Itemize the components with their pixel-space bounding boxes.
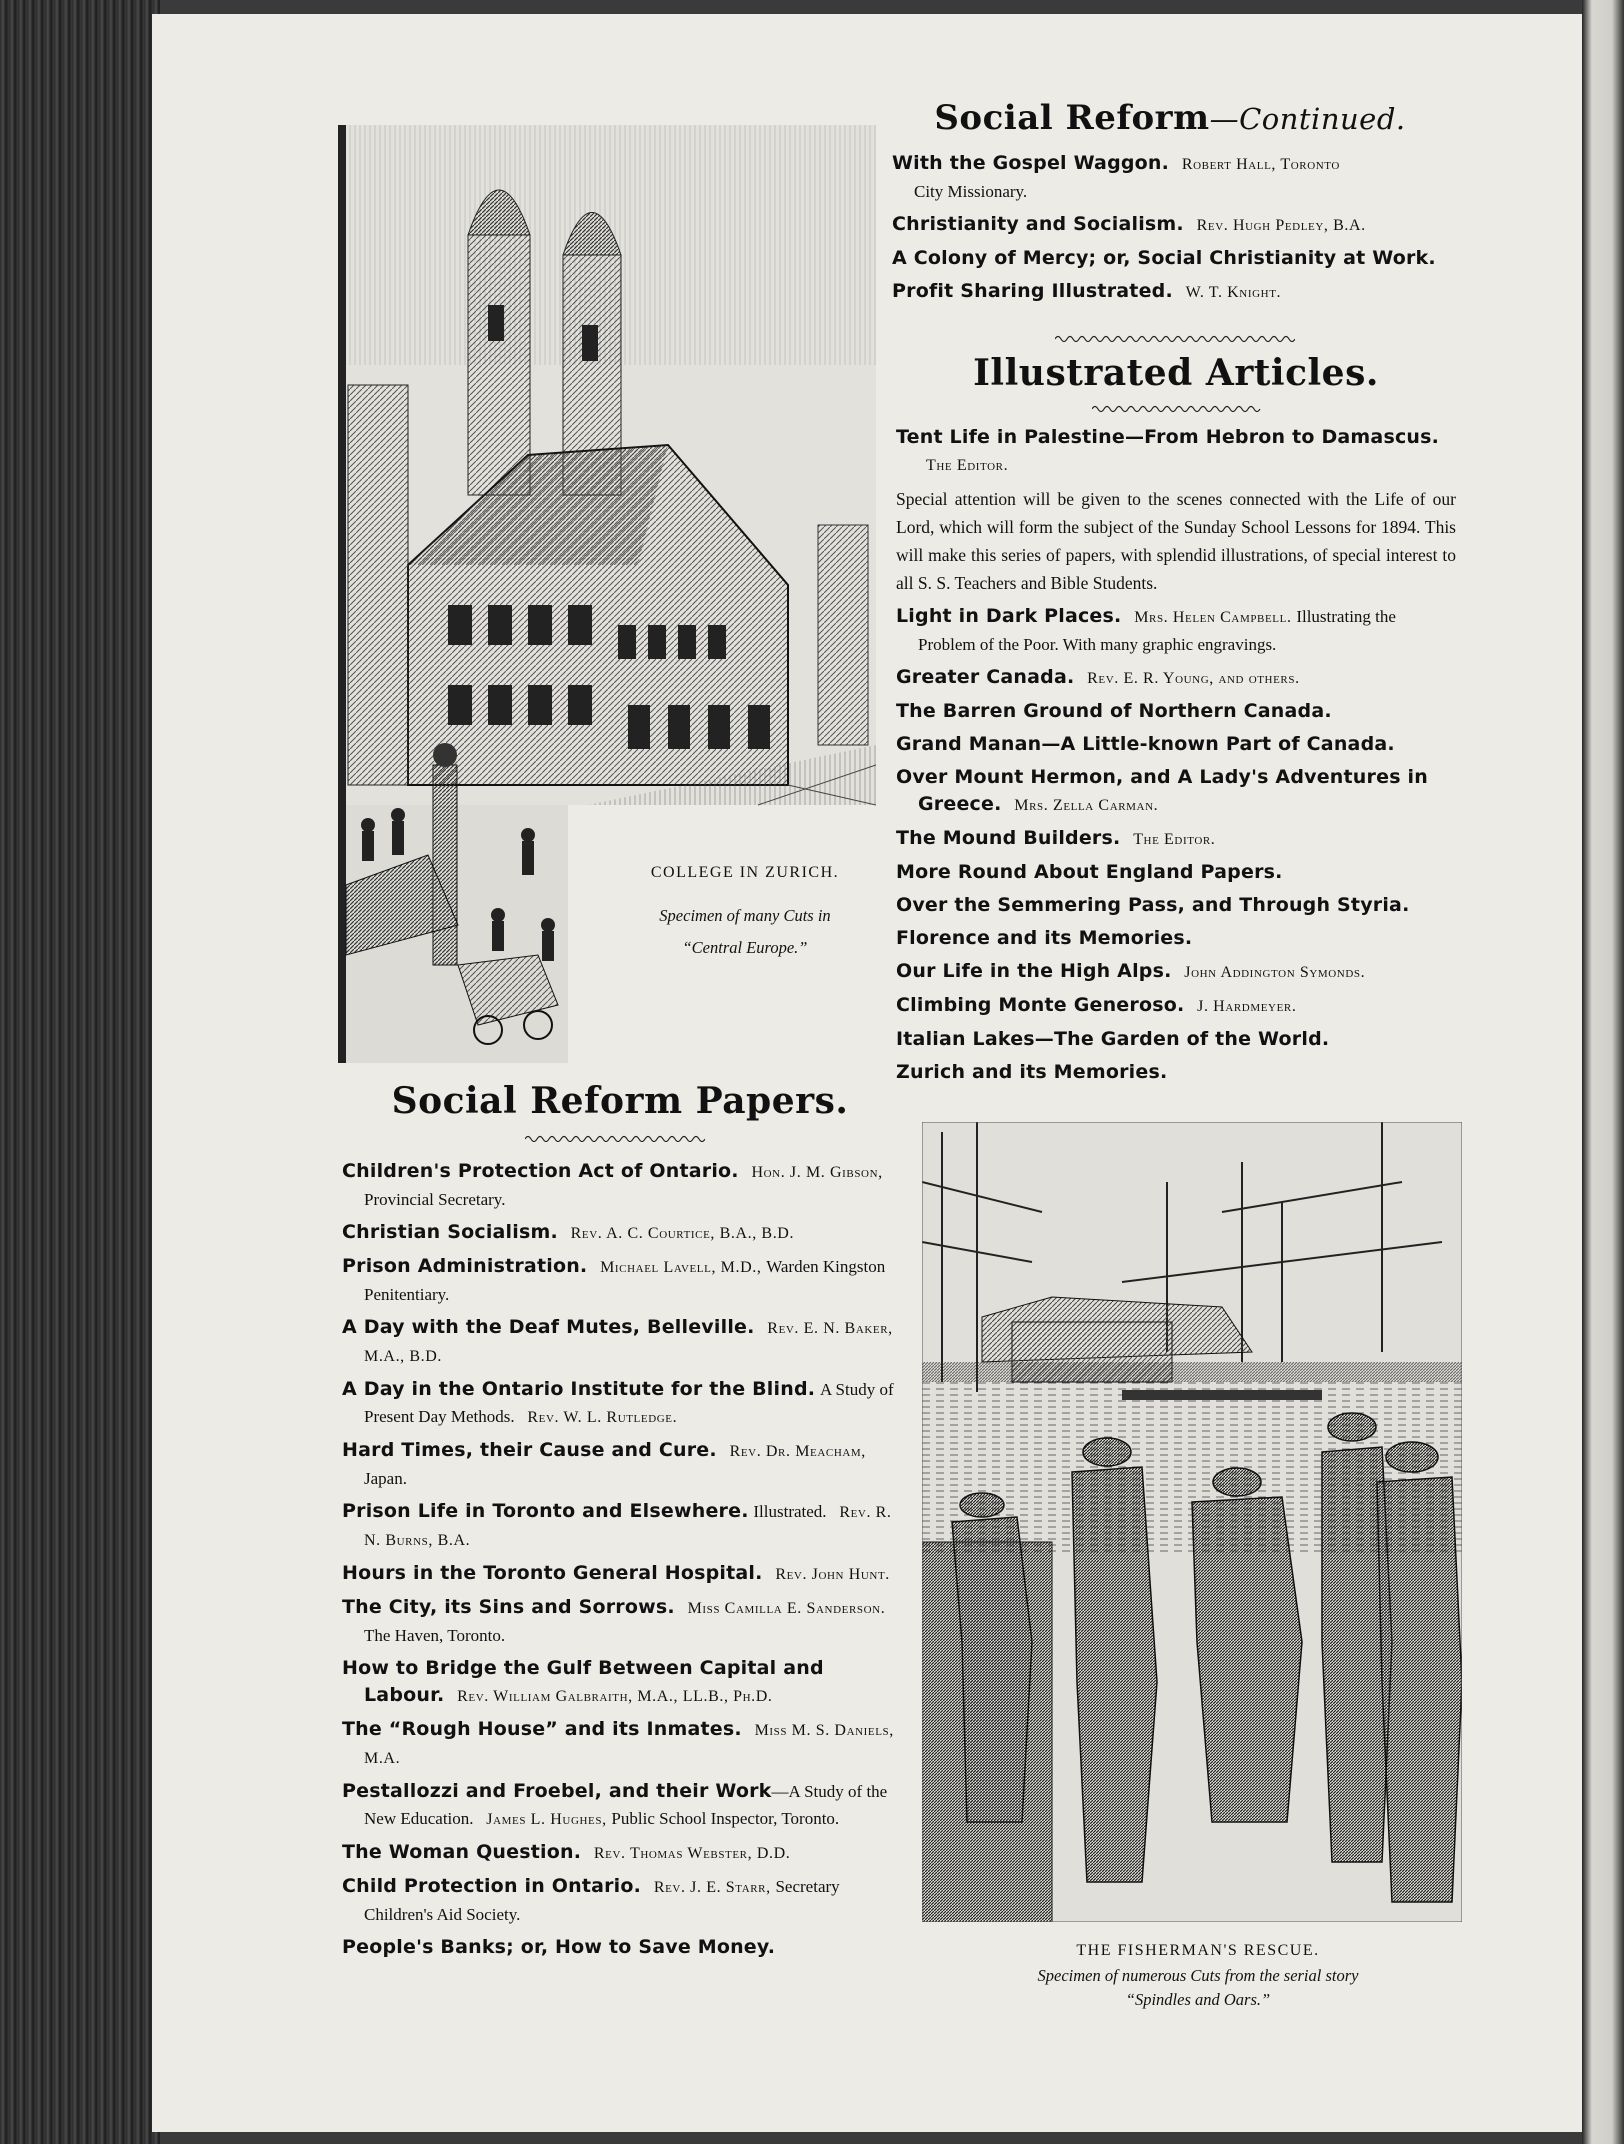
list-item: A Colony of Mercy; or, Social Christianity at Work.: [892, 247, 1436, 269]
list-item: Pestallozzi and Froebel, and their Work—A Study of the New Education. James L. Hughes, Public School Inspector, Toronto.: [342, 1780, 888, 1828]
list-item: Prison Life in Toronto and Elsewhere. Illustrated. Rev. R. N. Burns, B.A.: [342, 1500, 892, 1549]
list-item: Over Mount Hermon, and A Lady's Adventures in Greece. Mrs. Zella Carman.: [896, 766, 1428, 815]
list-item: Italian Lakes—The Garden of the World.: [896, 1028, 1330, 1050]
list-item: A Day with the Deaf Mutes, Belleville. Rev. E. N. Baker, M.A., B.D.: [342, 1316, 893, 1365]
caption-zurich-line2: “Central Europe.”: [682, 938, 808, 957]
list-item: Child Protection in Ontario. Rev. J. E. Starr, Secretary Children's Aid Society.: [342, 1875, 840, 1924]
list-item: How to Bridge the Gulf Between Capital and Labour. Rev. William Galbraith, M.A., LL.B., Ph.D.: [342, 1657, 824, 1706]
list-item: Light in Dark Places. Mrs. Helen Campbell. Illustrating the Problem of the Poor. With many graphic engravings.: [896, 605, 1396, 654]
caption-fisherman-line2: “Spindles and Oars.”: [1125, 1990, 1271, 2009]
social-reform-papers-list: [342, 1158, 902, 1967]
caption-zurich-title: COLLEGE IN ZURICH.: [650, 864, 840, 881]
heading-illustrated-articles: Illustrated Articles.: [973, 352, 1379, 394]
heading-social-reform-continued: [890, 98, 1450, 138]
list-item: People's Banks; or, How to Save Money.: [342, 1936, 776, 1958]
list-item: The Woman Question. Rev. Thomas Webster, D.D.: [342, 1841, 791, 1863]
illustration-fishermans-rescue: [922, 1122, 1462, 1922]
heading-social-reform-papers: Social Reform Papers.: [391, 1080, 849, 1122]
caption-zurich-line1: Specimen of many Cuts in: [659, 906, 831, 925]
list-item: The City, its Sins and Sorrows. Miss Camilla E. Sanderson. The Haven, Toronto.: [342, 1596, 886, 1645]
list-item: The “Rough House” and its Inmates. Miss M. S. Daniels, M.A.: [342, 1718, 894, 1767]
list-item: Zurich and its Memories.: [896, 1061, 1168, 1083]
squiggle-divider: [525, 1134, 705, 1144]
list-item: Greater Canada. Rev. E. R. Young, and others.: [896, 666, 1300, 688]
illustrated-articles-list: [896, 424, 1456, 1092]
list-item: Hard Times, their Cause and Cure. Rev. Dr. Meacham, Japan.: [342, 1439, 866, 1488]
list-item: Climbing Monte Generoso. J. Hardmeyer.: [896, 994, 1297, 1016]
list-item: Hours in the Toronto General Hospital. Rev. John Hunt.: [342, 1562, 890, 1584]
social-reform-continued-list: [892, 150, 1452, 312]
list-item: The Barren Ground of Northern Canada.: [896, 700, 1332, 722]
list-item: The Mound Builders. The Editor.: [896, 827, 1216, 849]
list-item: Our Life in the High Alps. John Addington Symonds.: [896, 960, 1366, 982]
list-item: Children's Protection Act of Ontario. Hon. J. M. Gibson, Provincial Secretary.: [342, 1160, 883, 1209]
caption-fisherman-line1: Specimen of numerous Cuts from the serial story: [1037, 1966, 1359, 1985]
list-item: With the Gospel Waggon. Robert Hall, Toronto City Missionary.: [892, 152, 1340, 201]
caption-fishermans-rescue: [930, 1942, 1466, 2012]
heading-continued-suffix: —Continued.: [1209, 102, 1406, 136]
list-item: More Round About England Papers.: [896, 861, 1283, 883]
list-item: Christianity and Socialism. Rev. Hugh Pedley, B.A.: [892, 213, 1366, 235]
squiggle-divider: [1092, 404, 1262, 414]
book-page-edges: [0, 0, 160, 2144]
book-gutter: [1582, 0, 1624, 2144]
list-item: Florence and its Memories.: [896, 927, 1193, 949]
list-item: Profit Sharing Illustrated. W. T. Knight.: [892, 280, 1282, 302]
list-item: A Day in the Ontario Institute for the Blind. A Study of Present Day Methods. Rev. W. L. Rutledge.: [342, 1378, 894, 1426]
squiggle-divider: [1055, 334, 1295, 344]
caption-zurich: [590, 864, 900, 964]
list-item: Grand Manan—A Little-known Part of Canada.: [896, 733, 1395, 755]
article-description: Special attention will be given to the scenes connected with the Life of our Lord, which will form the subject of the Sunday School Lessons for 1894. This will make this series of papers, with splendid illustrations, of special interest to all S. S. Teachers and Bible Students.: [896, 489, 1456, 593]
fisherman-engraving: [922, 1122, 1462, 1922]
list-item: Christian Socialism. Rev. A. C. Courtice, B.A., B.D.: [342, 1221, 795, 1243]
list-item: Over the Semmering Pass, and Through Styria.: [896, 894, 1410, 916]
list-item: Prison Administration. Michael Lavell, M.D., Warden Kingston Penitentiary.: [342, 1255, 886, 1304]
caption-fisherman-title: THE FISHERMAN'S RESCUE.: [1076, 1942, 1320, 1959]
list-item: Tent Life in Palestine—From Hebron to Damascus. The Editor.: [896, 426, 1440, 474]
heading-social-reform-main: Social Reform: [934, 98, 1210, 138]
